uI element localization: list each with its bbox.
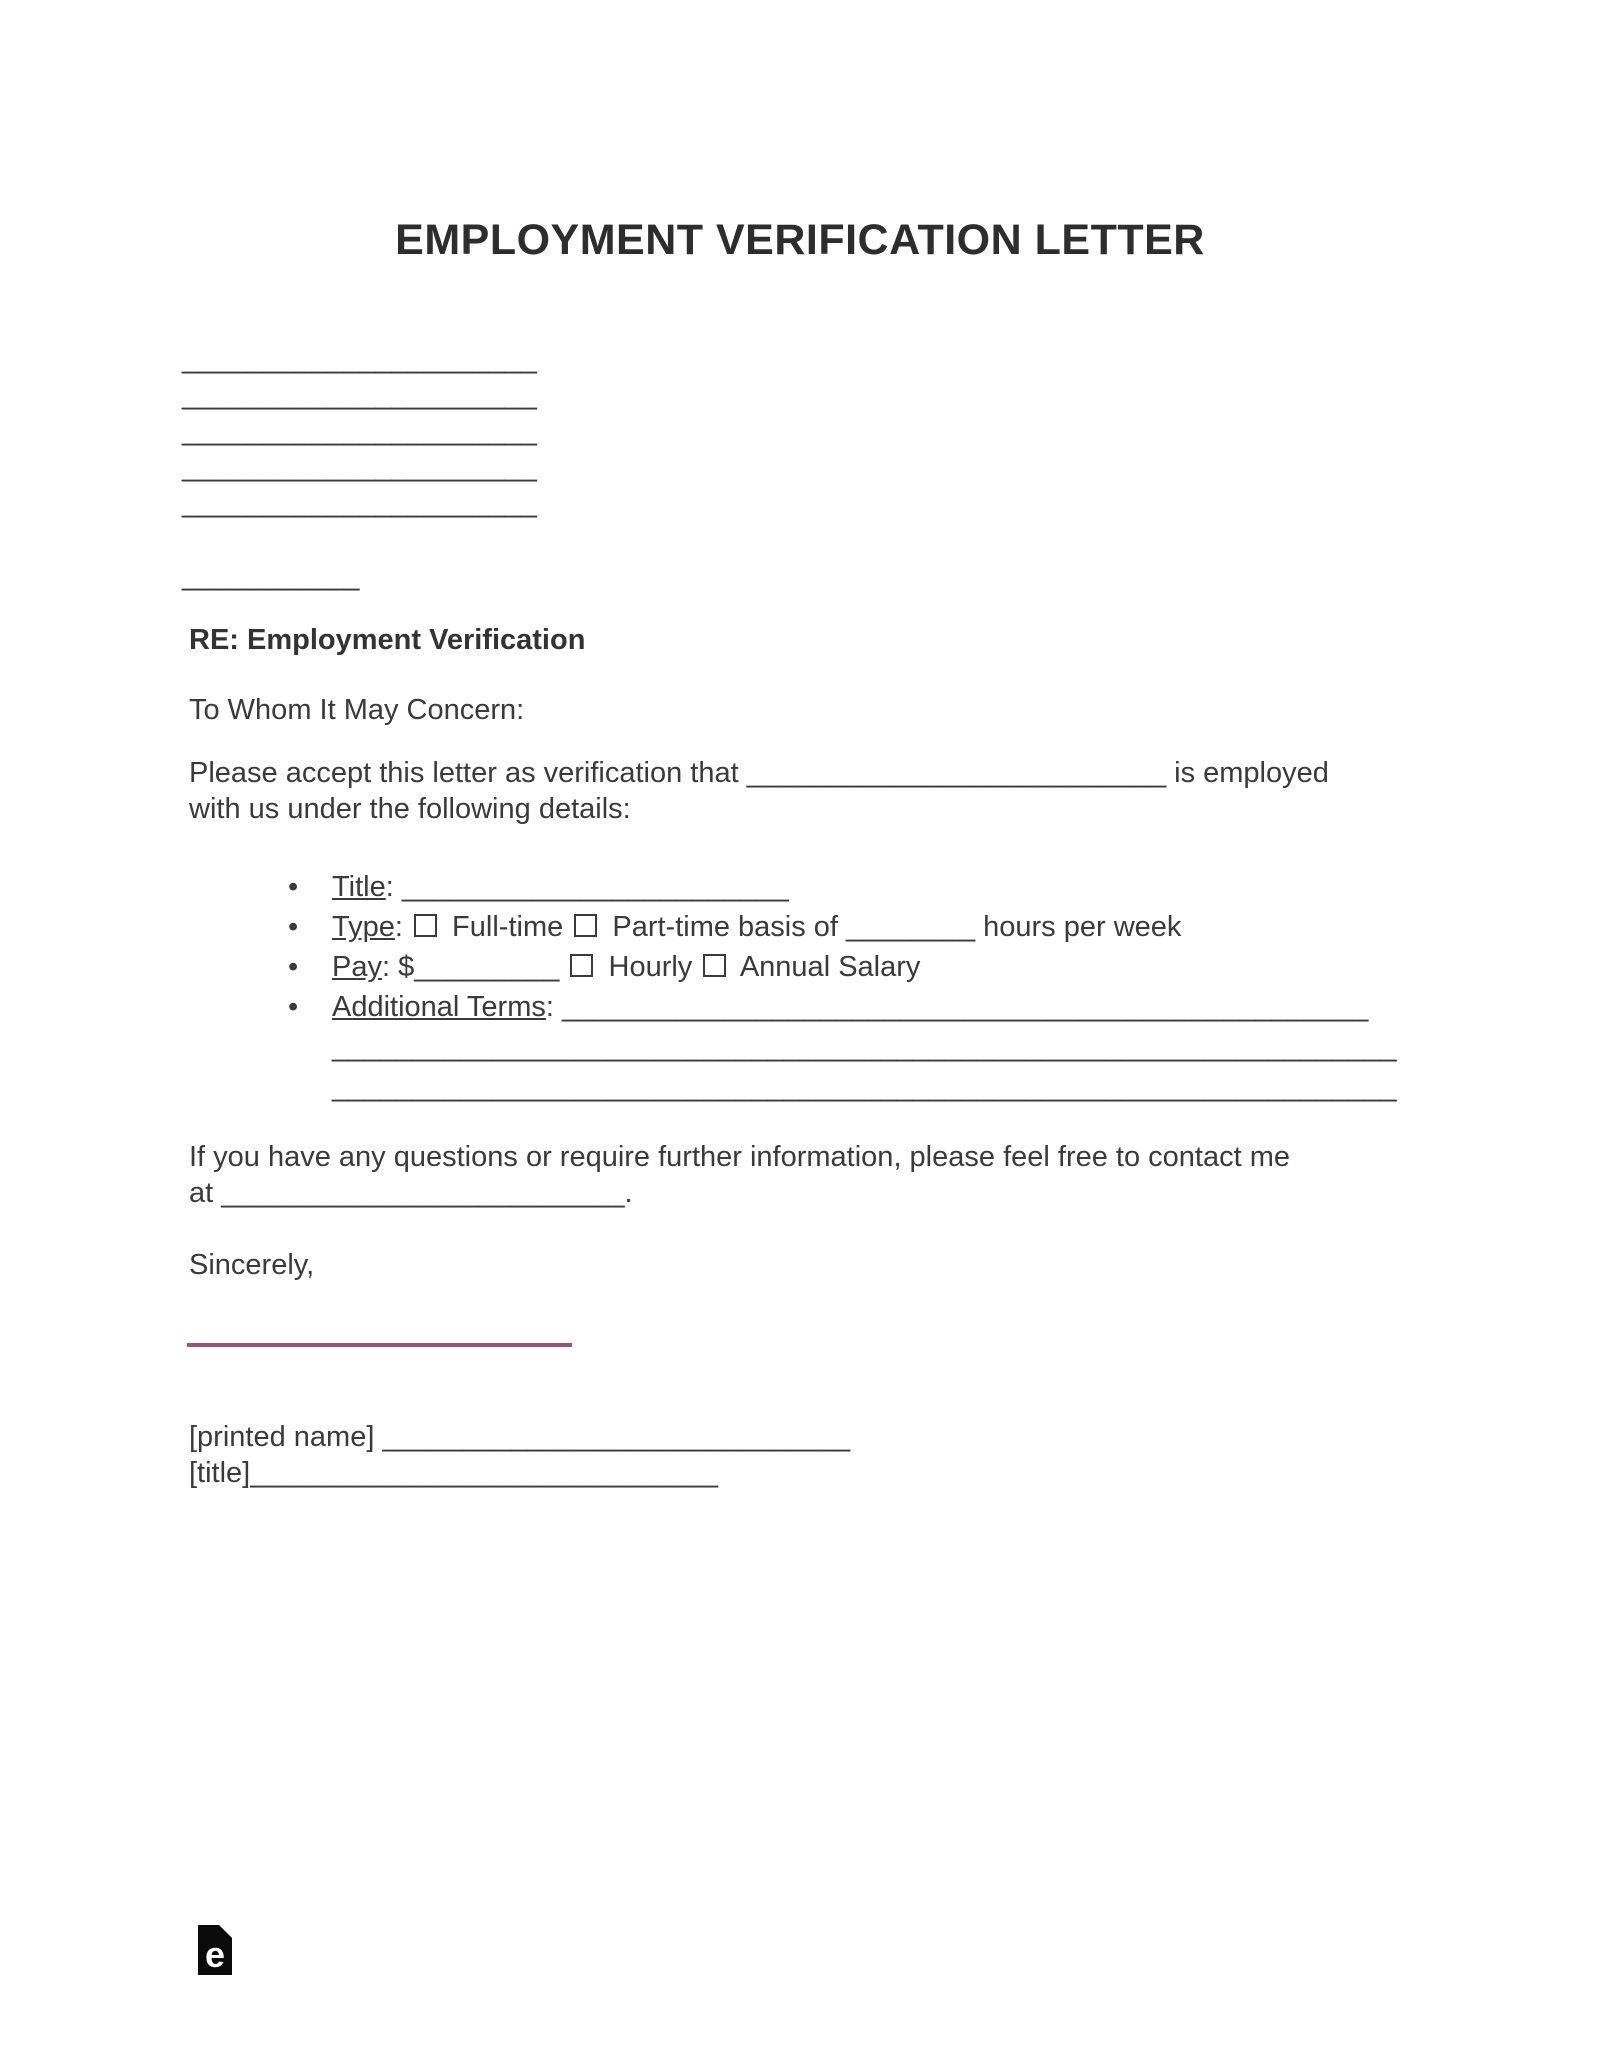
blank-underline: __________________________________________________________________ [332,1071,1397,1103]
list-item-line [332,911,1181,943]
address-blank-line: ______________________ [182,379,537,411]
details-list [189,867,1396,1107]
text-run [559,951,567,983]
bullet-icon: • [288,871,299,903]
address-blank-line: ______________________ [182,343,537,375]
text-run: Part-time basis of [604,911,847,943]
blank-underline: _____________________________ [382,1421,851,1453]
blank-underline: _________________________ [221,1177,625,1209]
text-run: Annual Salary [733,951,921,983]
bullet-icon: • [288,991,299,1023]
contact-line-1 [189,1139,1290,1175]
address-blank-line: ______________________ [182,487,537,519]
closing-salutation: Sincerely, [189,1249,315,1281]
text-run: [title] [189,1457,251,1489]
intro-line-2 [189,791,1329,827]
list-item-line [332,871,789,903]
contact-line-2 [189,1175,1290,1211]
checkbox-icon [574,914,597,937]
text-run: with us under the following details: [189,793,631,825]
checkbox-icon [703,954,726,977]
text-run: at [189,1177,222,1209]
blank-underline: __________________________________________________________________ [332,1031,1397,1063]
signature-line [187,1343,572,1347]
contact-paragraph [189,1139,1290,1211]
text-run: Full-time [444,911,572,943]
list-item-line [332,991,1368,1023]
list-item-additional-terms [189,987,1396,1027]
underlined-label: Type [332,911,395,943]
address-block [182,341,537,521]
blank-underline: _________ [414,951,560,983]
text-run: If you have any questions or require further information, please feel free to contact me [189,1141,1290,1173]
re-subject-line: RE: Employment Verification [189,624,586,656]
signoff-block [189,1419,850,1491]
blank-underline: __________________________ [746,757,1167,789]
text-run: : $ [381,951,415,983]
page-title: EMPLOYMENT VERIFICATION LETTER [395,216,1205,264]
salutation: To Whom It May Concern: [189,694,525,726]
checkbox-icon [570,954,593,977]
intro-line-1 [189,755,1329,791]
text-run: : [394,911,411,943]
address-blank-line: ______________________ [182,415,537,447]
underlined-label: Additional Terms [332,991,546,1023]
bullet-icon: • [288,951,299,983]
text-run: Please accept this letter as verification that [189,757,747,789]
text-run: . [624,1177,633,1209]
underlined-label: Pay [332,951,382,983]
blank-underline: ________________________ [401,871,789,903]
blank-underline: _____________________________ [250,1457,718,1489]
text-run: : [545,991,562,1023]
text-run: hours per week [975,911,1182,943]
text-run: : [385,871,402,903]
date-blank-line: ___________ [182,560,360,592]
list-item-type [189,907,1396,947]
list-item-pay [189,947,1396,987]
additional-terms-continuation-line [189,1027,1396,1067]
blank-underline: __________________________________________________ [561,991,1369,1023]
title-line [189,1455,850,1491]
text-run: is employed [1166,757,1329,789]
checkbox-icon [414,914,437,937]
bullet-icon: • [288,911,299,943]
blank-underline: ________ [846,911,976,943]
additional-terms-continuation-line [189,1067,1396,1107]
text-run: Hourly [600,951,701,983]
text-run: [printed name] [189,1421,383,1453]
list-item-title [189,867,1396,907]
blank-line [332,1031,1396,1063]
intro-paragraph [189,755,1329,827]
address-blank-line: ______________________ [182,451,537,483]
underlined-label: Title [332,871,386,903]
printed-name-line [189,1419,850,1455]
svg-text:e: e [205,1934,226,1975]
list-item-line [332,951,920,983]
blank-line [332,1071,1396,1103]
eforms-logo-icon [198,1925,232,1983]
